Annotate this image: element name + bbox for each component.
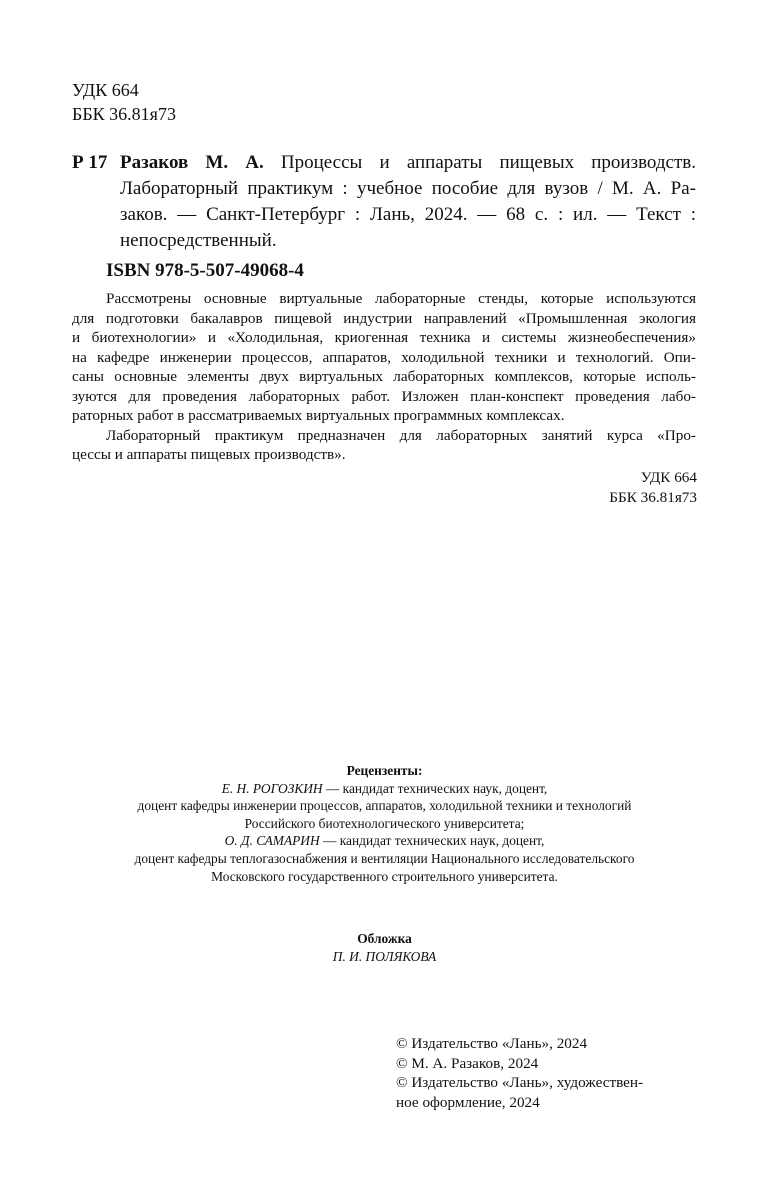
- reviewer-1-title: — кандидат технических наук, доцент,: [322, 780, 548, 796]
- book-title: Процессы и аппараты пищевых производств.: [280, 152, 697, 173]
- reviewer-2-position: доцент кафедры теплогазоснабжения и вентиляции Национального исследовательского: [134, 850, 635, 866]
- abstract: [72, 289, 696, 465]
- bibliographic-line-1: [120, 150, 696, 176]
- reviewer-2-affiliation: Московского государственного строительного университета.: [211, 868, 558, 884]
- abstract-line: саны основные элементы двух виртуальных лабораторных комплексов, которые исполь-: [72, 368, 696, 385]
- reviewers-block: [0, 762, 769, 885]
- cover-heading: Обложка: [357, 931, 412, 946]
- abstract-line: Рассмотрены основные виртуальные лабораторные стенды, которые используются: [106, 290, 696, 307]
- copyright-line: © Издательство «Лань», 2024: [396, 1035, 588, 1052]
- abstract-line: цессы и аппараты пищевых производств».: [72, 446, 346, 463]
- header-udk-code: УДК 664: [72, 80, 139, 100]
- copyright-line: ное оформление, 2024: [396, 1093, 540, 1111]
- cover-credit: [0, 930, 769, 965]
- copyright-line: © М. А. Разаков, 2024: [396, 1054, 539, 1072]
- bibliographic-line-2: Лабораторный практикум : учебное пособие для вузов / М. А. Ра-: [120, 178, 696, 199]
- header-bbk-code: ББК 36.81я73: [72, 104, 176, 124]
- bibliographic-line-3: заков. — Санкт-Петербург : Лань, 2024. — 68 с. : ил. — Текст :: [120, 204, 696, 225]
- reviewers-heading: Рецензенты:: [346, 763, 423, 778]
- author-name: Разаков М. А.: [120, 152, 264, 173]
- copyright-block: [396, 1034, 643, 1112]
- footer-classification-codes: [609, 468, 697, 508]
- footer-udk-code: УДК 664: [640, 469, 697, 486]
- author-mark: Р 17: [72, 152, 108, 173]
- reviewer-1: [0, 780, 769, 798]
- header-classification-codes: [72, 78, 176, 126]
- reviewer-2-title: — кандидат технических наук, доцент,: [319, 833, 545, 849]
- cover-designer: П. И. ПОЛЯКОВА: [332, 948, 437, 964]
- abstract-line: на кафедре инженерии процессов, аппаратов, холодильной техники и технологий. Опи-: [72, 348, 696, 366]
- abstract-line: раторных работ в рассматриваемых виртуальных программных комплексах.: [72, 407, 565, 424]
- reviewer-1-position: доцент кафедры инженерии процессов, аппаратов, холодильной техники и технологий: [137, 798, 632, 814]
- reviewer-1-affiliation: Российского биотехнологического университета;: [244, 815, 525, 831]
- bibliographic-line-4: непосредственный.: [120, 230, 277, 251]
- abstract-line: зуются для проведения лабораторных работ. Изложен план-конспект проведения лабо-: [72, 387, 696, 405]
- footer-bbk-code: ББК 36.81я73: [609, 489, 697, 506]
- reviewer-2-name: О. Д. САМАРИН: [224, 833, 320, 849]
- abstract-line: и биотехнологии» и «Холодильная, криогенная техника и системы жизнеобеспечения»: [72, 329, 696, 346]
- abstract-line: для подготовки бакалавров пищевой индустрии направлений «Промышленная экология: [72, 309, 696, 327]
- copyright-line: © Издательство «Лань», художествен-: [396, 1074, 644, 1092]
- abstract-line: Лабораторный практикум предназначен для лабораторных занятий курса «Про-: [106, 426, 696, 444]
- reviewer-2: [0, 832, 769, 850]
- bibliographic-record: [120, 150, 696, 254]
- isbn: ISBN 978-5-507-49068-4: [106, 260, 304, 281]
- reviewer-1-name: Е. Н. РОГОЗКИН: [221, 780, 323, 796]
